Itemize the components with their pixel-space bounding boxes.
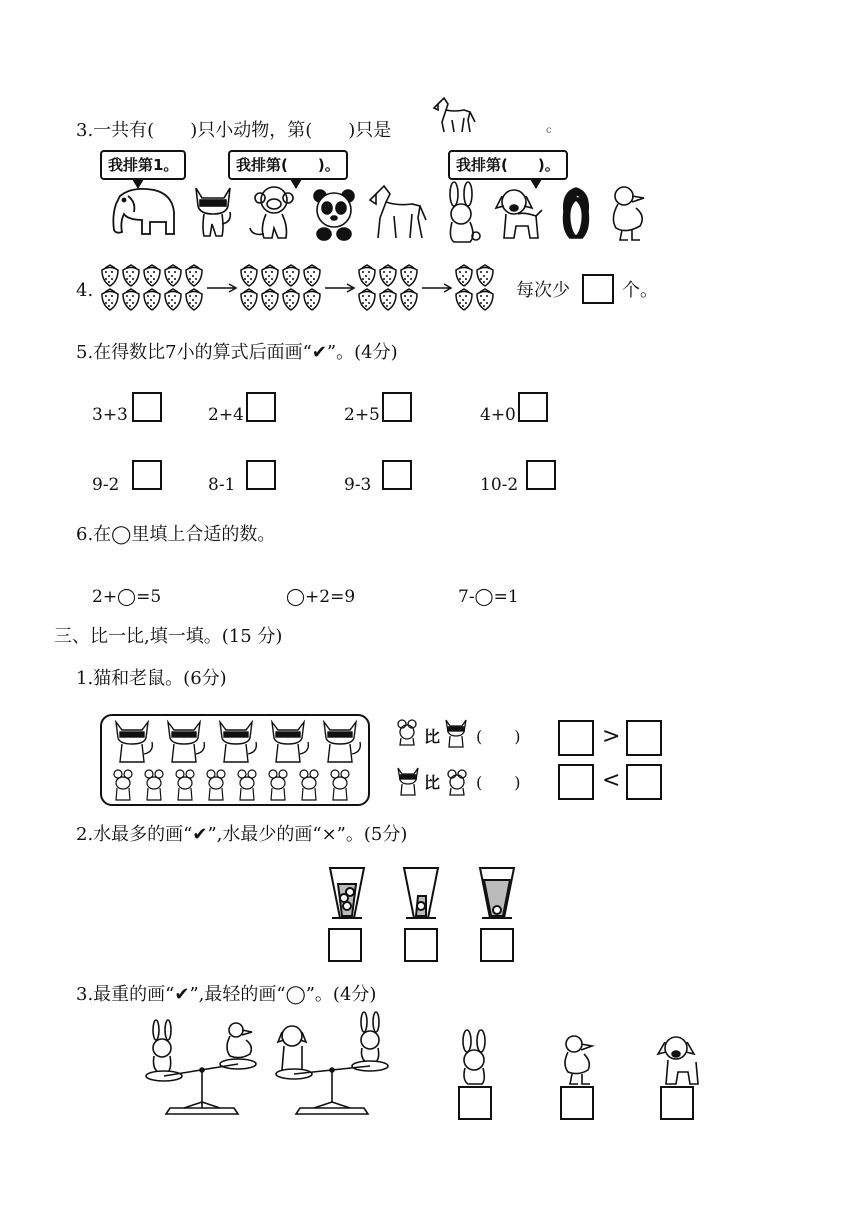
expr: 9-3 — [344, 475, 372, 495]
strawberry-icon — [283, 289, 299, 310]
q6-title: 6.在◯里填上合适的数。 — [76, 524, 276, 545]
elephant-icon — [106, 186, 178, 242]
monkey-icon — [246, 184, 296, 246]
cat-mouse-panel — [100, 714, 370, 806]
check-box[interactable] — [526, 460, 556, 490]
q5-title: 5.在得数比7小的算式后面画“✔”。(4分) — [76, 342, 398, 363]
compare-blank[interactable]: ( ) — [476, 727, 521, 746]
compare-box-right[interactable] — [626, 720, 662, 756]
arrow-icon — [325, 284, 354, 292]
cat-icon — [444, 718, 468, 752]
fill-expr[interactable]: 7-◯=1 — [458, 587, 519, 607]
strawberry-icon — [304, 289, 320, 310]
mouse-icon — [446, 768, 468, 800]
strawberry-icon — [283, 265, 299, 286]
answer-box[interactable] — [582, 274, 614, 304]
strawberry-icon — [401, 289, 417, 310]
bubble-elephant — [100, 150, 186, 180]
strawberry-icon — [380, 265, 396, 286]
strawberry-icon — [380, 289, 396, 310]
section-title: 三、比一比,填一填。(15 分) — [54, 626, 283, 647]
compare-blank[interactable]: ( ) — [476, 773, 521, 792]
mouse-icon — [238, 770, 256, 800]
mouse-icon — [269, 770, 287, 800]
cat-icon — [220, 722, 256, 762]
answer-box[interactable] — [404, 928, 438, 962]
strawberry-row — [100, 262, 512, 312]
panda-icon — [310, 188, 358, 246]
arrow-icon — [207, 284, 236, 292]
mouse-icon — [114, 770, 132, 800]
check-box[interactable] — [246, 460, 276, 490]
check-box[interactable] — [246, 392, 276, 422]
cat-icon — [190, 184, 236, 244]
mouse-icon — [176, 770, 194, 800]
strawberry-icon — [165, 289, 181, 310]
answer-box[interactable] — [560, 1086, 594, 1120]
strawberry-icon — [186, 265, 202, 286]
check-box[interactable] — [132, 392, 162, 422]
greater-sign: > — [602, 724, 621, 749]
mouse-row — [110, 768, 368, 804]
strawberry-icon — [123, 265, 139, 286]
arrow-icon — [422, 284, 451, 292]
duck-icon — [558, 1034, 598, 1090]
strawberry-icon — [123, 289, 139, 310]
cat-icon — [396, 766, 420, 800]
compare-word: 比 — [424, 773, 441, 792]
mouse-icon — [331, 770, 349, 800]
strawberry-icon — [359, 265, 375, 286]
expr: 2+4 — [208, 405, 244, 425]
strawberry-icon — [477, 289, 493, 310]
strawberry-icon — [262, 265, 278, 286]
fill-expr[interactable]: 2+◯=5 — [92, 587, 162, 607]
balance-scale-icon — [268, 1010, 398, 1122]
strawberry-icon — [304, 265, 320, 286]
compare-box-left[interactable] — [558, 764, 594, 800]
check-box[interactable] — [382, 460, 412, 490]
strawberry-icon — [456, 265, 472, 286]
duck-icon — [606, 184, 650, 246]
answer-box[interactable] — [480, 928, 514, 962]
q4-label: 4. — [76, 280, 94, 301]
dog-icon — [654, 1034, 702, 1090]
fill-expr[interactable]: ◯+2=9 — [286, 587, 356, 607]
strawberry-icon — [401, 265, 417, 286]
compare-box-left[interactable] — [558, 720, 594, 756]
bubble-dog — [448, 150, 568, 180]
strawberry-icon — [262, 289, 278, 310]
mouse-icon — [145, 770, 163, 800]
penguin-icon — [556, 186, 596, 244]
answer-box[interactable] — [660, 1086, 694, 1120]
expr: 4+0 — [480, 405, 516, 425]
cat-icon — [168, 722, 204, 762]
q3-text: 3.一共有( )只小动物，第( )只是 — [76, 120, 392, 141]
strawberry-icon — [477, 265, 493, 286]
cat-icon — [116, 722, 152, 762]
strawberry-icon — [359, 289, 375, 310]
bubble-text: 我排第( )。 — [236, 156, 340, 174]
cat-row — [108, 718, 366, 764]
horse-icon — [432, 96, 476, 140]
cup-icon — [328, 866, 366, 926]
check-box[interactable] — [382, 392, 412, 422]
less-sign: < — [602, 768, 621, 793]
stray-mark: c — [546, 125, 552, 136]
strawberry-icon — [456, 289, 472, 310]
horse-icon — [368, 184, 426, 246]
mouse-icon — [300, 770, 318, 800]
expr: 2+5 — [344, 405, 380, 425]
compare-box-right[interactable] — [626, 764, 662, 800]
answer-box[interactable] — [458, 1086, 492, 1120]
q4-suffix-a: 每次少 — [516, 280, 570, 301]
s3q2-title: 2.水最多的画“✔”,水最少的画“×”。(5分) — [76, 824, 408, 845]
strawberry-icon — [144, 265, 160, 286]
strawberry-icon — [241, 289, 257, 310]
mouse-icon — [207, 770, 225, 800]
compare-word: 比 — [424, 727, 441, 746]
strawberry-icon — [102, 265, 118, 286]
bubble-monkey — [228, 150, 348, 180]
check-box[interactable] — [518, 392, 548, 422]
cat-icon — [272, 722, 308, 762]
cup-icon — [402, 866, 440, 926]
bubble-text: 我排第( )。 — [456, 156, 560, 174]
cat-icon — [324, 722, 360, 762]
rabbit-icon — [440, 182, 484, 248]
q4-suffix-b: 个。 — [622, 280, 658, 301]
cup-icon — [478, 866, 516, 926]
check-box[interactable] — [132, 460, 162, 490]
answer-box[interactable] — [328, 928, 362, 962]
dog-icon — [494, 186, 544, 246]
s3q3-title: 3.最重的画“✔”,最轻的画“◯”。(4分) — [76, 984, 377, 1005]
rabbit-icon — [454, 1030, 494, 1090]
strawberry-icon — [241, 265, 257, 286]
expr: 10-2 — [480, 475, 519, 495]
mouse-icon — [396, 718, 418, 750]
expr: 8-1 — [208, 475, 236, 495]
strawberry-icon — [165, 265, 181, 286]
strawberry-icon — [186, 289, 202, 310]
expr: 9-2 — [92, 475, 120, 495]
strawberry-icon — [102, 289, 118, 310]
strawberry-icon — [144, 289, 160, 310]
s3q1-title: 1.猫和老鼠。(6分) — [76, 668, 227, 689]
bubble-text: 我排第1。 — [108, 156, 179, 174]
balance-scale-icon — [140, 1016, 270, 1122]
expr: 3+3 — [92, 405, 128, 425]
